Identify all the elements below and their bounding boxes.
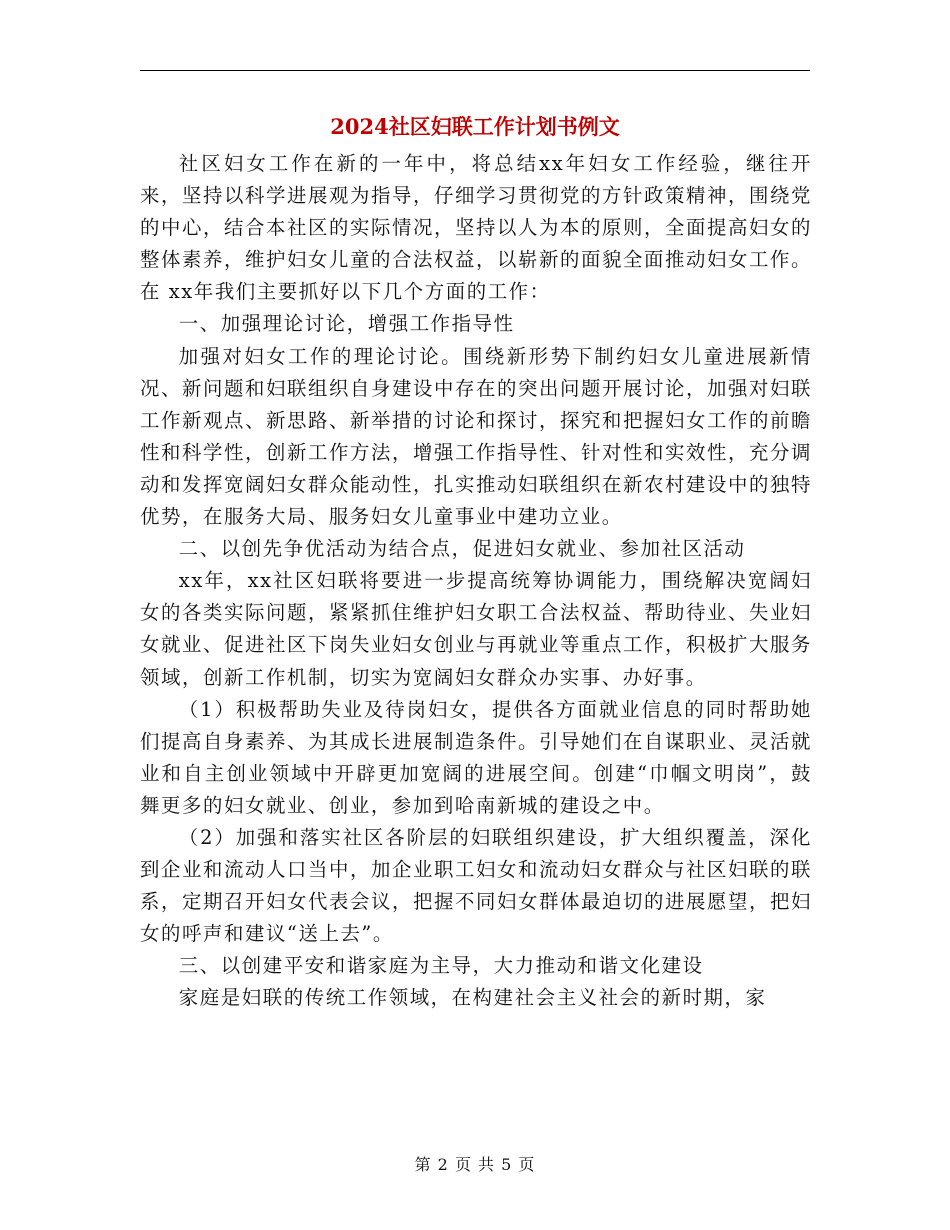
- paragraph-item-1: （1）积极帮助失业及待岗妇女，提供各方面就业信息的同时帮助她们提高自身素养、为其成长进展制造条件。引导她们在自谋职业、灵活就业和自主创业领域中开辟更加宽阔的进展空间。创建“巾帼文明岗”，鼓舞更多的妇女就业、创业，参加到哈南新城的建设之中。: [140, 697, 812, 817]
- header-rule: [140, 70, 810, 71]
- section-heading-3: 三、以创建平安和谐家庭为主导，大力推动和谐文化建设: [178, 954, 704, 978]
- paragraph-intro: 社区妇女工作在新的一年中，将总结xx年妇女工作经验，继往开来，坚持以科学进展观为指导，仔细学习贯彻党的方针政策精神，围绕党的中心，结合本社区的实际情况，坚持以人为本的原则，全面提高妇女的整体素养，维护妇女儿童的合法权益，以崭新的面貌全面推动妇女工作。在 xx年我们主要抓好以下几个方面的工作：: [140, 152, 812, 304]
- paragraph-section-2: xx年，xx社区妇联将要进一步提高统筹协调能力，围绕解决宽阔妇女的各类实际问题，紧紧抓住维护妇女职工合法权益、帮助待业、失业妇女就业、促进社区下岗失业妇女创业与再就业等重点工作，积极扩大服务领域，创新工作机制，切实为宽阔妇女群众办实事、办好事。: [140, 569, 812, 689]
- paragraph-item-2: （2）加强和落实社区各阶层的妇联组织建设，扩大组织覆盖，深化到企业和流动人口当中，加企业职工妇女和流动妇女群众与社区妇联的联系，定期召开妇女代表会议，把握不同妇女群体最迫切的进展愿望，把妇女的呼声和建议“送上去”。: [140, 825, 812, 946]
- document-title: 2024社区妇联工作计划书例文: [330, 114, 620, 139]
- page-number: 第 2 页 共 5 页: [414, 1155, 536, 1174]
- section-heading-1: 一、加强理论讨论，增强工作指导性: [178, 312, 515, 336]
- paragraph-section-3: 家庭是妇联的传统工作领域，在构建社会主义社会的新时期，家: [178, 986, 767, 1010]
- document-body: [140, 148, 812, 1015]
- paragraph-section-1: 加强对妇女工作的理论讨论。围绕新形势下制约妇女儿童进展新情况、新问题和妇联组织自身建设中存在的突出问题开展讨论，加强对妇联工作新观点、新思路、新举措的讨论和探讨，探究和把握妇女工作的前瞻性和科学性，创新工作方法，增强工作指导性、针对性和实效性，充分调动和发挥宽阔妇女群众能动性，扎实推动妇联组织在新农村建设中的独特优势，在服务大局、服务妇女儿童事业中建功立业。: [140, 344, 812, 529]
- section-heading-2: 二、以创先争优活动为结合点，促进妇女就业、参加社区活动: [178, 537, 746, 561]
